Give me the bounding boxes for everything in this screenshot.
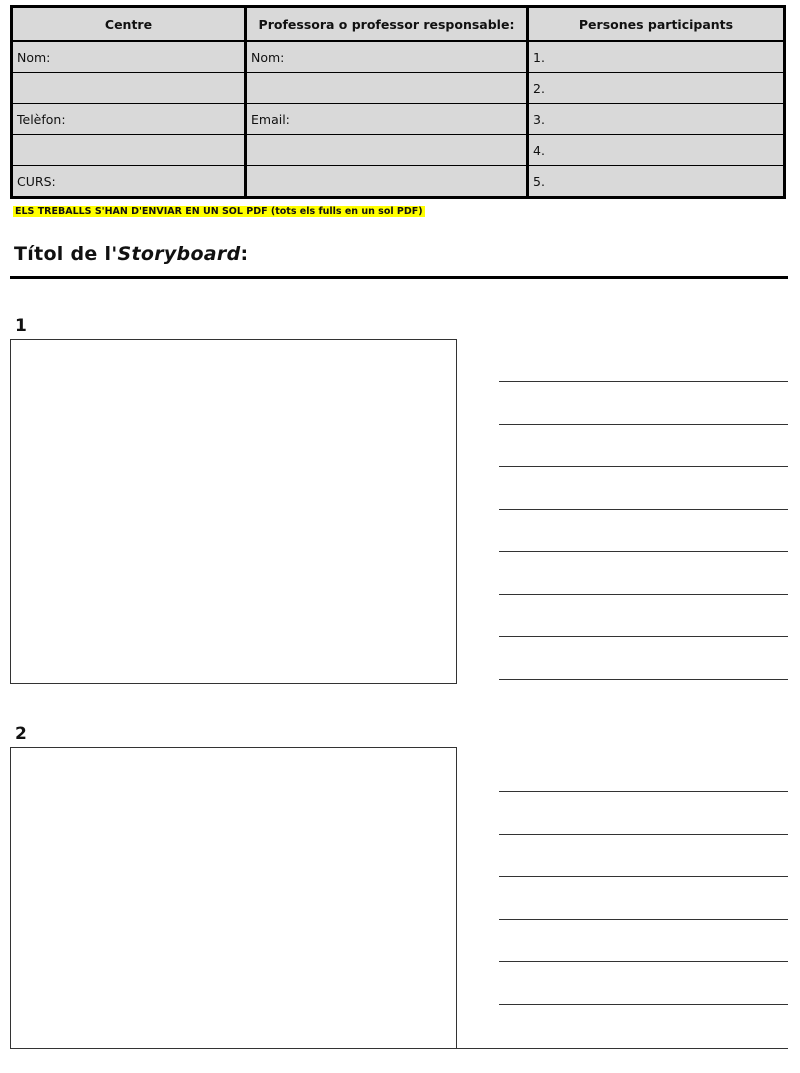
note-line[interactable] [499, 791, 788, 792]
frame-drawing-box-2[interactable] [10, 747, 457, 1049]
note-line[interactable] [499, 381, 788, 382]
title-emphasis: Storyboard [117, 243, 241, 265]
empty-cell[interactable] [246, 166, 528, 198]
table-row [12, 41, 785, 73]
note-line[interactable] [499, 1004, 788, 1005]
note-line[interactable] [499, 834, 788, 835]
course-field[interactable]: CURS: [12, 166, 246, 198]
column-header-centre: Centre [12, 7, 246, 42]
table-row [12, 73, 785, 104]
table-row [12, 166, 785, 198]
centre-phone-value[interactable] [12, 135, 246, 166]
participant-3-field[interactable]: 3. [528, 104, 785, 135]
page-title [14, 243, 248, 265]
column-header-teacher: Professora o professor responsable: [246, 7, 528, 42]
teacher-name-field[interactable]: Nom: [246, 41, 528, 73]
participant-2-field[interactable]: 2. [528, 73, 785, 104]
participant-5-field[interactable]: 5. [528, 166, 785, 198]
note-line[interactable] [499, 961, 788, 962]
note-line[interactable] [499, 594, 788, 595]
centre-phone-field[interactable]: Telèfon: [12, 104, 246, 135]
header-table [10, 5, 786, 199]
bottom-rule [10, 1048, 788, 1049]
note-line[interactable] [499, 919, 788, 920]
title-prefix: Títol de l' [14, 243, 118, 265]
note-line[interactable] [499, 876, 788, 877]
centre-name-value[interactable] [12, 73, 246, 104]
note-line[interactable] [499, 424, 788, 425]
frame-drawing-box-1[interactable] [10, 339, 457, 684]
title-suffix: : [240, 243, 249, 265]
note-line[interactable] [499, 679, 788, 680]
participant-1-field[interactable]: 1. [528, 41, 785, 73]
table-row [12, 104, 785, 135]
note-line[interactable] [499, 636, 788, 637]
header-row [12, 7, 785, 42]
frame-number-1: 1 [15, 316, 27, 336]
frame-number-2: 2 [15, 724, 27, 744]
note-line[interactable] [499, 466, 788, 467]
note-line[interactable] [499, 551, 788, 552]
pdf-notice: ELS TREBALLS S'HAN D'ENVIAR EN UN SOL PDF (tots els fulls en un sol PDF) [15, 206, 423, 217]
centre-name-field[interactable]: Nom: [12, 41, 246, 73]
participant-4-field[interactable]: 4. [528, 135, 785, 166]
teacher-name-value[interactable] [246, 73, 528, 104]
title-underline [10, 276, 788, 279]
teacher-email-field[interactable]: Email: [246, 104, 528, 135]
column-header-participants: Persones participants [528, 7, 785, 42]
note-line[interactable] [499, 509, 788, 510]
teacher-email-value[interactable] [246, 135, 528, 166]
table-row [12, 135, 785, 166]
